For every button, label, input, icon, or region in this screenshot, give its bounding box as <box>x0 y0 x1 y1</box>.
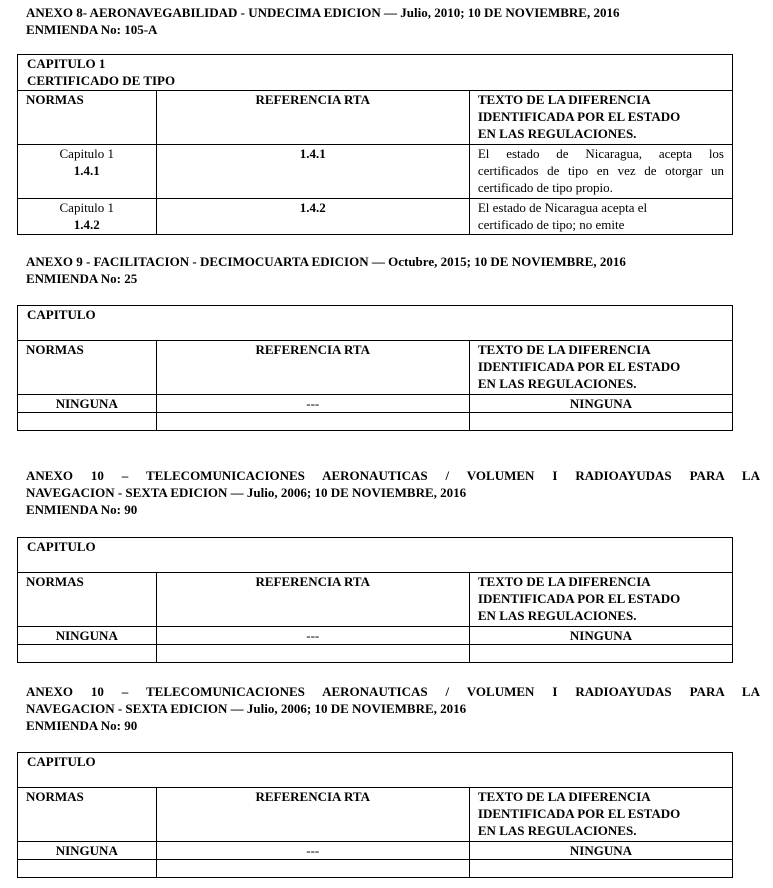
empty-cell <box>469 860 732 878</box>
empty-cell <box>469 413 732 431</box>
table-row <box>18 199 733 235</box>
header-texto <box>469 341 732 395</box>
header-texto <box>469 91 732 145</box>
header-texto-line: EN LAS REGULACIONES. <box>477 376 637 391</box>
norma-cell <box>18 145 157 199</box>
heading-line: ENMIENDA No: 90 <box>26 718 138 733</box>
header-referencia: REFERENCIA RTA <box>156 341 469 395</box>
table-row <box>18 842 733 860</box>
chapter-cell: CAPITULO <box>18 538 733 573</box>
texto-cell: NINGUNA <box>469 627 732 645</box>
heading-line: ANEXO 10 – TELECOMUNICACIONES AERONAUTICAS / VOLUMEN I RADIOAYUDAS PARA LA <box>26 684 760 699</box>
referencia-cell: 1.4.2 <box>156 199 469 235</box>
texto-cell <box>469 145 732 199</box>
heading-line: NAVEGACION - SEXTA EDICION — Julio, 2006; 10 DE NOVIEMBRE, 2016 <box>26 485 467 500</box>
texto-line: El estado de Nicaragua acepta el <box>477 200 648 215</box>
heading-line: ANEXO 10 – TELECOMUNICACIONES AERONAUTICAS / VOLUMEN I RADIOAYUDAS PARA LA <box>26 468 760 483</box>
anexo-10-table <box>17 537 733 663</box>
header-texto-line: TEXTO DE LA DIFERENCIA <box>477 92 651 107</box>
norma-number: 1.4.1 <box>73 163 100 178</box>
chapter-subtitle: CERTIFICADO DE TIPO <box>27 73 176 88</box>
referencia-cell: --- <box>156 627 469 645</box>
empty-cell <box>18 645 157 663</box>
header-normas: NORMAS <box>18 573 157 627</box>
header-texto-line: EN LAS REGULACIONES. <box>477 126 637 141</box>
table-row-empty <box>18 860 733 878</box>
header-texto-line: IDENTIFICADA POR EL ESTADO <box>477 591 681 606</box>
norma-cell: NINGUNA <box>18 395 157 413</box>
empty-cell <box>156 860 469 878</box>
header-normas: NORMAS <box>18 91 157 145</box>
header-texto-line: TEXTO DE LA DIFERENCIA <box>477 342 651 357</box>
norma-cell <box>18 199 157 235</box>
referencia-cell: --- <box>156 842 469 860</box>
anexo-9-table <box>17 305 733 431</box>
texto-line: certificado de tipo propio. <box>477 180 613 195</box>
texto-cell: NINGUNA <box>469 842 732 860</box>
header-normas: NORMAS <box>18 788 157 842</box>
anexo-10-heading-repeat <box>26 683 760 734</box>
referencia-cell: --- <box>156 395 469 413</box>
empty-cell <box>156 413 469 431</box>
header-referencia: REFERENCIA RTA <box>156 788 469 842</box>
texto-cell <box>469 199 732 235</box>
anexo-8-heading <box>26 4 760 38</box>
texto-cell: NINGUNA <box>469 395 732 413</box>
heading-line: NAVEGACION - SEXTA EDICION — Julio, 2006; 10 DE NOVIEMBRE, 2016 <box>26 701 467 716</box>
header-texto-line: IDENTIFICADA POR EL ESTADO <box>477 806 681 821</box>
heading-line: ENMIENDA No: 105-A <box>26 22 158 37</box>
referencia-cell: 1.4.1 <box>156 145 469 199</box>
header-normas: NORMAS <box>18 341 157 395</box>
anexo-8-table <box>17 54 733 235</box>
texto-line: certificado de tipo; no emite <box>477 217 625 232</box>
chapter-cell: CAPITULO <box>18 306 733 341</box>
header-texto-line: IDENTIFICADA POR EL ESTADO <box>477 359 681 374</box>
norma-cell: NINGUNA <box>18 627 157 645</box>
heading-line: ANEXO 8- AERONAVEGABILIDAD - UNDECIMA EDICION — Julio, 2010; 10 DE NOVIEMBRE, 2016 <box>26 5 620 20</box>
header-texto <box>469 788 732 842</box>
header-referencia: REFERENCIA RTA <box>156 91 469 145</box>
table-row-empty <box>18 645 733 663</box>
norma-chapter: Capitulo 1 <box>59 200 115 215</box>
empty-cell <box>156 645 469 663</box>
chapter-cell: CAPITULO <box>18 753 733 788</box>
table-row <box>18 145 733 199</box>
header-texto-line: TEXTO DE LA DIFERENCIA <box>477 574 651 589</box>
empty-cell <box>18 413 157 431</box>
header-texto-line: TEXTO DE LA DIFERENCIA <box>477 789 651 804</box>
heading-line: ENMIENDA No: 90 <box>26 502 138 517</box>
texto-line: El estado de Nicaragua, acepta los <box>477 146 724 161</box>
header-texto <box>469 573 732 627</box>
heading-line: ENMIENDA No: 25 <box>26 271 138 286</box>
texto-line: certificados de tipo en vez de otorgar un <box>477 163 724 178</box>
anexo-10-table-repeat <box>17 752 733 878</box>
header-texto-line: EN LAS REGULACIONES. <box>477 823 637 838</box>
empty-cell <box>18 860 157 878</box>
header-texto-line: IDENTIFICADA POR EL ESTADO <box>477 109 681 124</box>
chapter-cell <box>18 55 733 91</box>
header-referencia: REFERENCIA RTA <box>156 573 469 627</box>
heading-line: ANEXO 9 - FACILITACION - DECIMOCUARTA EDICION — Octubre, 2015; 10 DE NOVIEMBRE, 2016 <box>26 254 626 269</box>
table-row-empty <box>18 413 733 431</box>
header-texto-line: EN LAS REGULACIONES. <box>477 608 637 623</box>
chapter-title: CAPITULO 1 <box>27 56 106 71</box>
anexo-9-heading <box>26 253 760 287</box>
anexo-10-heading <box>26 467 760 518</box>
norma-cell: NINGUNA <box>18 842 157 860</box>
table-row <box>18 627 733 645</box>
norma-number: 1.4.2 <box>73 217 100 232</box>
table-row <box>18 395 733 413</box>
empty-cell <box>469 645 732 663</box>
norma-chapter: Capitulo 1 <box>59 146 115 161</box>
